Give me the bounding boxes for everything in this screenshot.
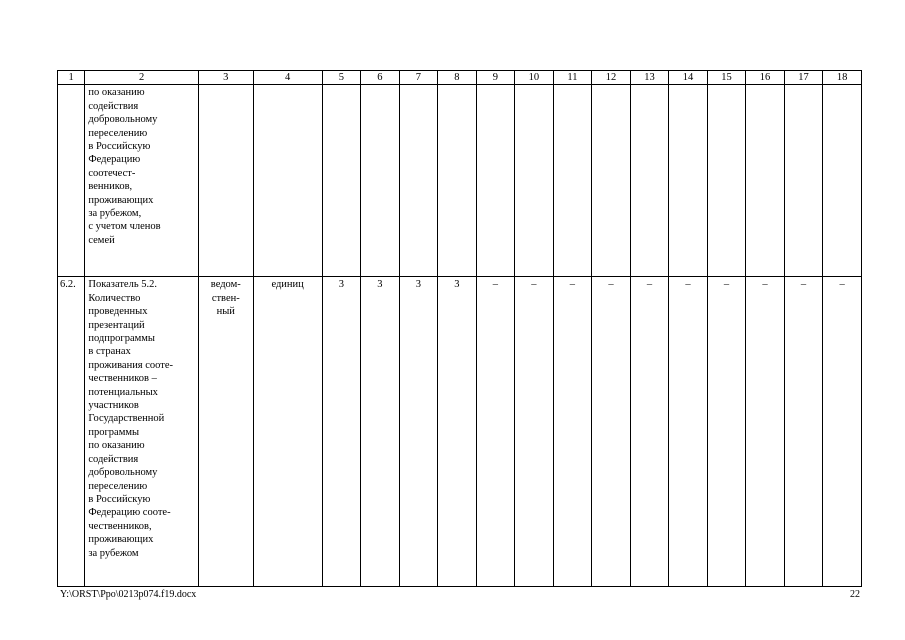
row-number-cell: 6.2. bbox=[58, 277, 85, 587]
value-cell bbox=[592, 85, 631, 277]
text-line: соотечест- bbox=[88, 167, 136, 179]
value-cell: – bbox=[823, 277, 862, 587]
table-row bbox=[58, 277, 862, 587]
text-line: содействия bbox=[88, 100, 139, 112]
text-line: Федерацию сооте- bbox=[88, 507, 171, 519]
header-cell: 7 bbox=[399, 71, 438, 85]
header-cell: 16 bbox=[746, 71, 785, 85]
text-line: потенциальных bbox=[88, 386, 158, 398]
indicator-table bbox=[57, 70, 862, 587]
value-cell: – bbox=[784, 277, 823, 587]
text-line: участников bbox=[88, 400, 139, 412]
header-cell: 13 bbox=[630, 71, 669, 85]
value-cell: – bbox=[746, 277, 785, 587]
text-line: ствен- bbox=[211, 292, 240, 304]
value-cell bbox=[438, 85, 477, 277]
text-line: семей bbox=[88, 234, 115, 246]
text-line: добровольному bbox=[88, 114, 158, 126]
value-cell: 3 bbox=[399, 277, 438, 587]
text-line: чественников – bbox=[88, 373, 157, 385]
value-cell bbox=[669, 85, 708, 277]
text-line: в Российскую bbox=[88, 141, 151, 153]
text-line: Количество bbox=[88, 292, 141, 304]
text-line: презентаций bbox=[88, 319, 145, 331]
table-row bbox=[58, 85, 862, 277]
value-cell bbox=[361, 85, 400, 277]
file-path: Y:\ORST\Ppo\0213p074.f19.docx bbox=[60, 589, 197, 600]
value-cell bbox=[515, 85, 554, 277]
text-line: в Российскую bbox=[88, 493, 151, 505]
header-cell: 17 bbox=[784, 71, 823, 85]
text-line: венников, bbox=[88, 181, 133, 193]
text-line: Показатель 5.2. bbox=[88, 279, 157, 291]
header-cell: 1 bbox=[58, 71, 85, 85]
value-cell: – bbox=[707, 277, 746, 587]
value-cell bbox=[553, 85, 592, 277]
source-cell bbox=[198, 277, 253, 587]
value-cell: – bbox=[592, 277, 631, 587]
text-line: по оказанию bbox=[88, 440, 145, 452]
value-cell bbox=[746, 85, 785, 277]
header-cell: 15 bbox=[707, 71, 746, 85]
text-line: ведом- bbox=[210, 279, 241, 291]
text-line: в странах bbox=[88, 346, 131, 358]
value-cell: – bbox=[669, 277, 708, 587]
value-cell bbox=[630, 85, 669, 277]
value-cell: 3 bbox=[322, 277, 361, 587]
header-cell: 18 bbox=[823, 71, 862, 85]
value-cell: – bbox=[515, 277, 554, 587]
header-cell: 5 bbox=[322, 71, 361, 85]
text-line: ный bbox=[216, 306, 235, 318]
text-line: с учетом членов bbox=[88, 221, 161, 233]
indicator-name-cell bbox=[85, 277, 199, 587]
row-number-cell bbox=[58, 85, 85, 277]
text-line: Федерацию bbox=[88, 154, 141, 166]
value-cell: 3 bbox=[361, 277, 400, 587]
header-cell: 12 bbox=[592, 71, 631, 85]
text-line: проживания сооте- bbox=[88, 359, 174, 371]
header-cell: 4 bbox=[253, 71, 322, 85]
text-line: за рубежом, bbox=[88, 208, 142, 220]
value-cell bbox=[476, 85, 515, 277]
unit-cell bbox=[253, 85, 322, 277]
text-line: содействия bbox=[88, 453, 139, 465]
text-line: проживающих bbox=[88, 534, 154, 546]
page-number: 22 bbox=[850, 589, 860, 600]
text-line: чественников, bbox=[88, 520, 152, 532]
text-line: за рубежом bbox=[88, 547, 139, 559]
value-cell bbox=[399, 85, 438, 277]
text-line: Государственной bbox=[88, 413, 165, 425]
value-cell bbox=[823, 85, 862, 277]
header-cell: 6 bbox=[361, 71, 400, 85]
header-cell: 8 bbox=[438, 71, 477, 85]
text-line: подпрограммы bbox=[88, 333, 155, 345]
header-cell: 14 bbox=[669, 71, 708, 85]
text-line: переселению bbox=[88, 127, 148, 139]
text-line: по оказанию bbox=[88, 87, 145, 99]
value-cell: – bbox=[476, 277, 515, 587]
header-cell: 10 bbox=[515, 71, 554, 85]
value-cell: 3 bbox=[438, 277, 477, 587]
value-cell bbox=[784, 85, 823, 277]
value-cell bbox=[707, 85, 746, 277]
text-line: проживающих bbox=[88, 194, 154, 206]
source-cell bbox=[198, 85, 253, 277]
header-cell: 2 bbox=[85, 71, 199, 85]
header-cell: 11 bbox=[553, 71, 592, 85]
value-cell bbox=[322, 85, 361, 277]
text-line: переселению bbox=[88, 480, 148, 492]
header-cell: 3 bbox=[198, 71, 253, 85]
text-line: проведенных bbox=[88, 306, 148, 318]
text-line: программы bbox=[88, 426, 140, 438]
text-line: добровольному bbox=[88, 467, 158, 479]
column-number-row bbox=[58, 71, 862, 85]
value-cell: – bbox=[630, 277, 669, 587]
value-cell: – bbox=[553, 277, 592, 587]
indicator-name-cell bbox=[85, 85, 199, 277]
header-cell: 9 bbox=[476, 71, 515, 85]
unit-cell: единиц bbox=[253, 277, 322, 587]
